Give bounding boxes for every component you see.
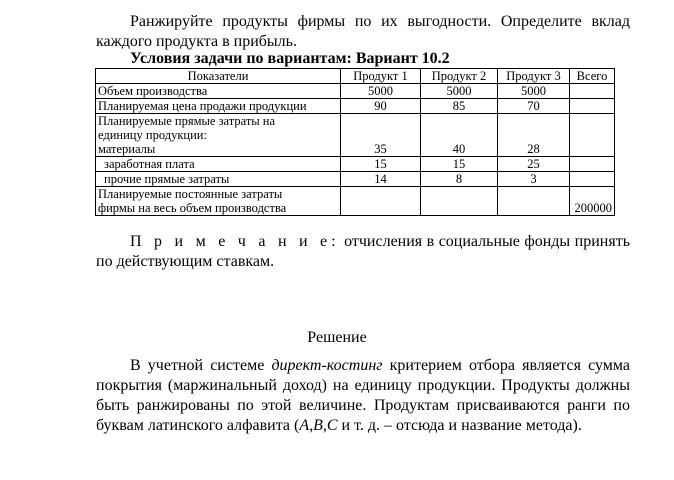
cell-value (341, 187, 421, 216)
cell-value: 70 (498, 99, 570, 114)
solution-paragraph (96, 356, 630, 436)
cell-value: 5000 (421, 84, 498, 99)
note-prefix: П р и м е ч а н и е: (130, 233, 340, 250)
data-table (95, 68, 615, 216)
intro-text: Ранжируйте продукты фирмы по их выгодности. Определите вклад каждого продукта в прибыль. (96, 13, 630, 50)
solution-text: критерием отбора является сумма покрытия (маржинальный доход) на единицу продукции. Продукты должны быть ранжированы по этой величине. Продуктам присваиваются ранги по буквам латинского алфавита ( (96, 357, 630, 434)
cell-value: 28 (498, 114, 570, 157)
cell-value: 200000 (570, 187, 615, 216)
cell-value: 3 (498, 172, 570, 187)
row-label-line: материалы (98, 142, 156, 156)
conditions-heading: Условия задачи по вариантам: Вариант 10.2 (130, 50, 450, 67)
cell-value: 5000 (498, 84, 570, 99)
cell-value: 5000 (341, 84, 421, 99)
cell-value (570, 84, 615, 99)
cell-value: 35 (341, 114, 421, 157)
row-label (96, 114, 341, 157)
row-label-line: Планируемые прямые затраты на (98, 114, 276, 128)
row-label: заработная плата (96, 157, 341, 172)
solution-title: Решение (307, 329, 367, 346)
note-text: отчисления в социальные фонды принять по действующим ставкам. (96, 233, 630, 270)
solution-text: В учетной системе (130, 357, 272, 374)
row-label-line: единицу продукции: (98, 128, 207, 142)
row-label-line: фирмы на весь объем производства (98, 201, 287, 215)
cell-value (570, 99, 615, 114)
cell-value (570, 114, 615, 157)
table-row (96, 84, 615, 99)
solution-text: и т. д. – отсюда и название метода). (337, 417, 582, 434)
table-row (96, 187, 615, 216)
row-label: Планируемая цена продажи продукции (96, 99, 341, 114)
cell-value (570, 157, 615, 172)
header-total: Всего (570, 69, 615, 84)
cell-value: 15 (421, 157, 498, 172)
intro-paragraph (96, 12, 630, 52)
cell-value (570, 172, 615, 187)
row-label: Объем производства (96, 84, 341, 99)
cell-value: 25 (498, 157, 570, 172)
solution-letters: A,B,C (299, 417, 338, 434)
cell-value: 85 (421, 99, 498, 114)
cell-value: 40 (421, 114, 498, 157)
note-paragraph (96, 232, 630, 272)
cell-value (498, 187, 570, 216)
row-label-line: Планируемые постоянные затраты (98, 187, 283, 201)
header-product-1: Продукт 1 (341, 69, 421, 84)
row-label: прочие прямые затраты (96, 172, 341, 187)
cell-value: 15 (341, 157, 421, 172)
cell-value: 90 (341, 99, 421, 114)
header-indicators: Показатели (96, 69, 341, 84)
header-product-3: Продукт 3 (498, 69, 570, 84)
cell-value (421, 187, 498, 216)
header-product-2: Продукт 2 (421, 69, 498, 84)
table-row (96, 172, 615, 187)
table-row (96, 99, 615, 114)
table-row (96, 157, 615, 172)
table-row (96, 114, 615, 157)
cell-value: 14 (341, 172, 421, 187)
cell-value: 8 (421, 172, 498, 187)
table-header-row (96, 69, 615, 84)
solution-term: директ-костинг (271, 357, 383, 374)
row-label (96, 187, 341, 216)
